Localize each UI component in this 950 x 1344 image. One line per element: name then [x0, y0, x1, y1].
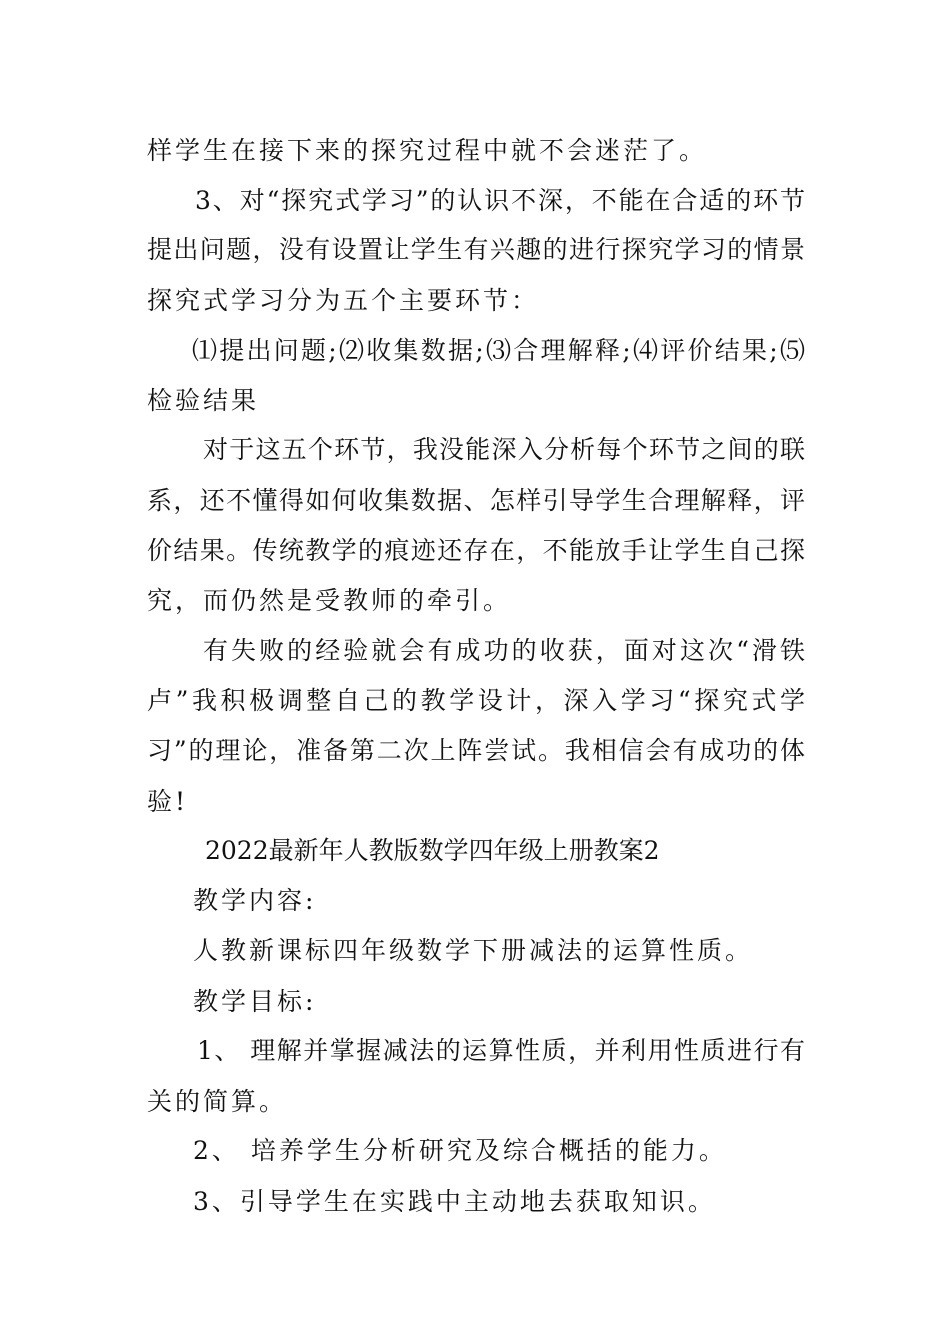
text-line: 3、引导学生在实践中主动地去获取知识。 [193, 1187, 716, 1216]
text-line: 关的简算。 [147, 1087, 288, 1116]
text-line: 卢”我积极调整自己的教学设计，深入学习“探究式学 [147, 686, 805, 715]
text-line: 教学目标: [193, 987, 317, 1016]
text-line: 2、 培养学生分析研究及综合概括的能力。 [193, 1136, 727, 1165]
text-line: 价结果。传统教学的痕迹还存在，不能放手让学生自己探 [147, 536, 805, 565]
text-line: 人教新课标四年级数学下册减法的运算性质。 [193, 936, 754, 965]
text-line: 3、对“探究式学习”的认识不深，不能在合适的环节 [195, 186, 805, 215]
text-line: 究，而仍然是受教师的牵引。 [147, 586, 512, 615]
text-line: 教学内容: [193, 886, 317, 915]
text-line: 1、 理解并掌握减法的运算性质，并利用性质进行有 [197, 1036, 805, 1065]
text-line: ⑴提出问题;⑵收集数据;⑶合理解释;⑷评价结果;⑸ [192, 336, 805, 365]
text-line: 习”的理论，准备第二次上阵尝试。我相信会有成功的体 [147, 736, 805, 765]
text-line: 有失败的经验就会有成功的收获，面对这次“滑铁 [203, 636, 805, 665]
text-line: 系，还不懂得如何收集数据、怎样引导学生合理解释，评 [147, 486, 805, 515]
text-line: 探究式学习分为五个主要环节： [147, 286, 540, 315]
text-line: 提出问题，没有设置让学生有兴趣的进行探究学习的情景 [147, 235, 805, 264]
text-line: 样学生在接下来的探究过程中就不会迷茫了。 [147, 136, 708, 165]
text-line: 对于这五个环节，我没能深入分析每个环节之间的联 [203, 435, 805, 464]
section-title: 2022最新年人教版数学四年级上册教案2 [205, 836, 660, 865]
text-line: 检验结果 [147, 386, 260, 415]
text-line: 验! [147, 787, 189, 816]
